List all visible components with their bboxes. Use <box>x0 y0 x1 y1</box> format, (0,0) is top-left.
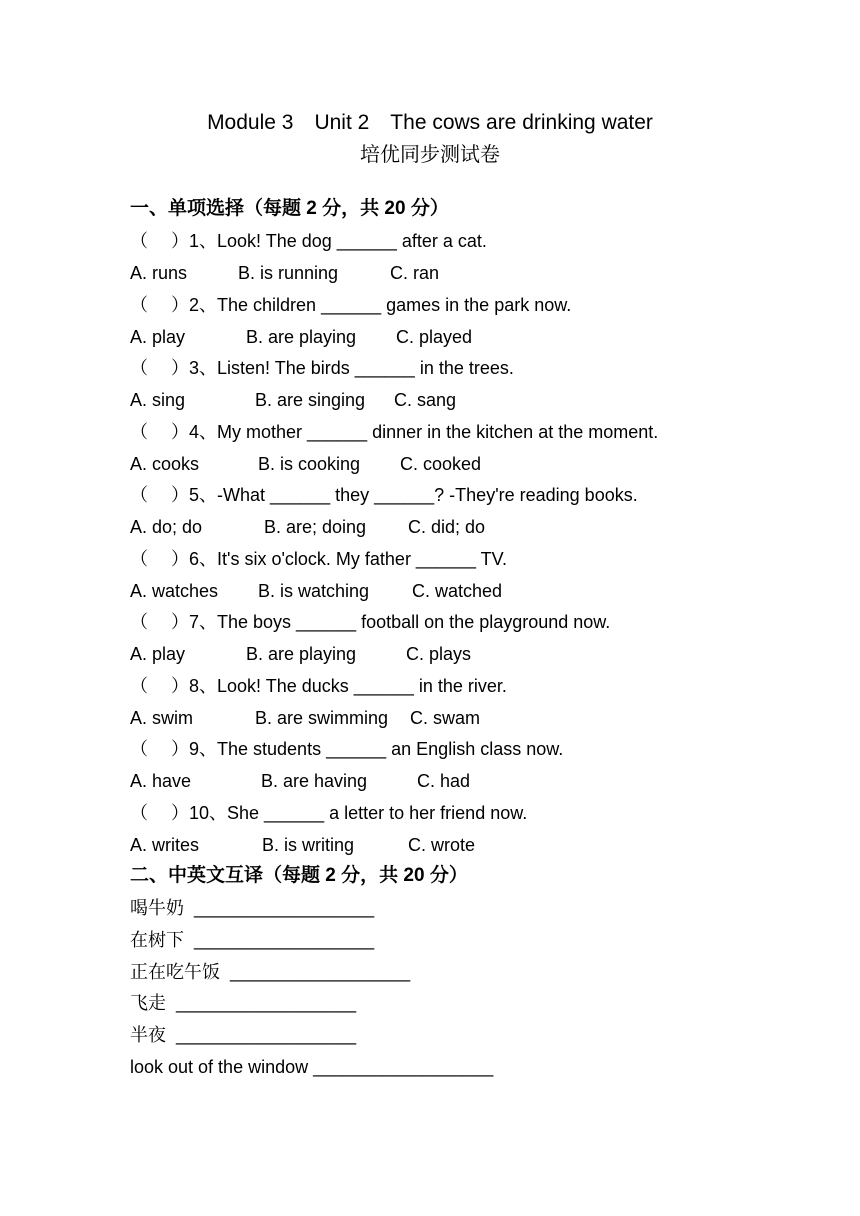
question-9: （ ）9、The students ______ an English class now. <box>130 739 564 759</box>
question-8: （ ）8、Look! The ducks ______ in the river. <box>130 676 507 696</box>
translation-item-4: 飞走 __________________ <box>130 993 357 1013</box>
section-2-heading: 二、中英文互译（每题 2 分，共 20 分） <box>130 865 468 886</box>
option-c: C. played <box>396 327 473 347</box>
question-7: （ ）7、The boys ______ football on the playground now. <box>130 612 611 632</box>
option-b: B. is watching <box>258 581 370 601</box>
translation-item-6: look out of the window __________________ <box>130 1057 494 1077</box>
question-10: （ ）10、She ______ a letter to her friend now. <box>130 803 528 823</box>
option-a: A. play <box>130 327 186 347</box>
option-c: C. did; do <box>408 517 486 537</box>
option-a: A. runs <box>130 263 188 283</box>
option-c: C. ran <box>390 263 440 283</box>
option-b: B. are singing <box>255 390 366 410</box>
option-c: C. sang <box>394 390 457 410</box>
option-a: A. swim <box>130 708 193 728</box>
option-c: C. cooked <box>400 454 482 474</box>
question-3: （ ）3、Listen! The birds ______ in the trees. <box>130 358 514 378</box>
option-b: B. are playing <box>246 327 357 347</box>
option-c: C. watched <box>412 581 503 601</box>
option-b: B. are playing <box>246 644 357 664</box>
translation-item-3: 正在吃午饭 __________________ <box>130 962 411 982</box>
translation-item-2: 在树下 __________________ <box>130 930 375 950</box>
option-a: A. cooks <box>130 454 200 474</box>
translation-item-5: 半夜 __________________ <box>130 1025 357 1045</box>
translation-item-1: 喝牛奶 __________________ <box>130 898 375 918</box>
option-a: A. watches <box>130 581 219 601</box>
option-a: A. sing <box>130 390 186 410</box>
option-b: B. are; doing <box>264 517 367 537</box>
option-c: C. swam <box>410 708 481 728</box>
option-a: A. do; do <box>130 517 203 537</box>
question-4: （ ）4、My mother ______ dinner in the kitchen at the moment. <box>130 422 659 442</box>
option-b: B. is writing <box>262 835 355 855</box>
question-2: （ ）2、The children ______ games in the park now. <box>130 295 572 315</box>
option-b: B. are swimming <box>255 708 389 728</box>
option-b: B. is running <box>238 263 339 283</box>
question-5: （ ）5、-What ______ they ______? -They're reading books. <box>130 485 638 505</box>
question-1: （ ）1、Look! The dog ______ after a cat. <box>130 231 487 251</box>
option-c: C. had <box>417 771 471 791</box>
worksheet-title: Module 3 Unit 2 The cows are drinking water <box>207 111 653 134</box>
option-a: A. have <box>130 771 192 791</box>
option-b: B. are having <box>261 771 368 791</box>
option-b: B. is cooking <box>258 454 361 474</box>
option-c: C. wrote <box>408 835 476 855</box>
worksheet-subtitle: 培优同步测试卷 <box>360 144 500 166</box>
question-6: （ ）6、It's six o'clock. My father ______ TV. <box>130 549 508 569</box>
option-a: A. play <box>130 644 186 664</box>
option-a: A. writes <box>130 835 200 855</box>
section-1-heading: 一、单项选择（每题 2 分，共 20 分） <box>130 198 449 219</box>
option-c: C. plays <box>406 644 472 664</box>
